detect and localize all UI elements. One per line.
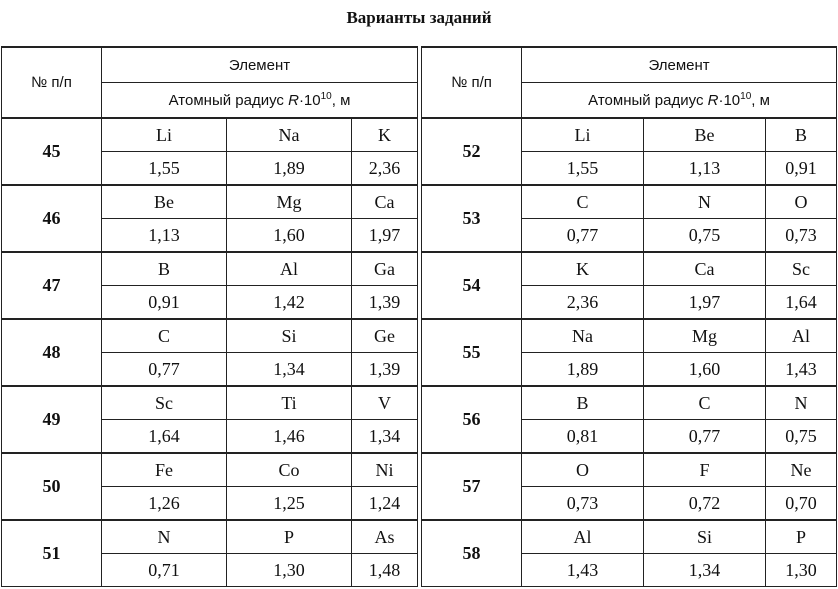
variant-number: 58: [422, 520, 522, 587]
element-symbol: P: [766, 520, 837, 554]
element-symbol: V: [352, 386, 418, 420]
variant-number: 45: [2, 118, 102, 185]
radius-value: 1,97: [644, 286, 766, 320]
element-symbol: N: [766, 386, 837, 420]
element-symbol: Si: [644, 520, 766, 554]
radius-value: 1,39: [352, 286, 418, 320]
radius-label: Атомный радиус: [588, 92, 704, 109]
variant-number: 49: [2, 386, 102, 453]
radius-value: 0,73: [522, 487, 644, 521]
number-header-right: № п/п: [422, 47, 522, 118]
element-symbol: Ca: [644, 252, 766, 286]
radius-value: 0,72: [644, 487, 766, 521]
element-symbol: Mg: [227, 185, 352, 219]
element-symbol: Ga: [352, 252, 418, 286]
variant-number: 55: [422, 319, 522, 386]
variant-number: 50: [2, 453, 102, 520]
variant-row-elements: [2, 453, 837, 487]
element-symbol: Li: [522, 118, 644, 152]
radius-value: 1,30: [766, 554, 837, 587]
radius-value: 1,55: [522, 152, 644, 186]
element-symbol: K: [352, 118, 418, 152]
radius-value: 1,60: [227, 219, 352, 253]
element-symbol: Co: [227, 453, 352, 487]
radius-unit: , м: [331, 92, 351, 109]
radius-value: 0,81: [522, 420, 644, 454]
element-symbol: Ca: [352, 185, 418, 219]
radius-exponent: 10: [740, 91, 752, 102]
variant-number: 52: [422, 118, 522, 185]
element-symbol: Sc: [102, 386, 227, 420]
radius-value: 1,97: [352, 219, 418, 253]
element-symbol: Al: [766, 319, 837, 353]
radius-variable: R: [707, 92, 719, 109]
variant-row-elements: [2, 319, 837, 353]
radius-value: 0,75: [766, 420, 837, 454]
radius-multiplier: ·10: [718, 92, 741, 109]
element-symbol: K: [522, 252, 644, 286]
element-symbol: B: [522, 386, 644, 420]
element-symbol: O: [522, 453, 644, 487]
radius-value: 1,55: [102, 152, 227, 186]
radius-value: 1,89: [522, 353, 644, 387]
radius-header-right: [522, 83, 837, 119]
radius-value: 2,36: [522, 286, 644, 320]
element-symbol: C: [644, 386, 766, 420]
radius-multiplier: ·10: [298, 92, 321, 109]
variant-number: 56: [422, 386, 522, 453]
element-symbol: B: [102, 252, 227, 286]
radius-value: 1,13: [102, 219, 227, 253]
element-symbol: Al: [522, 520, 644, 554]
element-header-left: Элемент: [102, 47, 418, 83]
radius-value: 0,70: [766, 487, 837, 521]
radius-exponent: 10: [320, 91, 332, 102]
header-row-element: [2, 47, 837, 83]
radius-value: 0,77: [644, 420, 766, 454]
variant-row-elements: [2, 252, 837, 286]
element-symbol: B: [766, 118, 837, 152]
radius-label: Атомный радиус: [168, 92, 284, 109]
variant-number: 51: [2, 520, 102, 587]
radius-value: 0,71: [102, 554, 227, 587]
radius-value: 0,91: [766, 152, 837, 186]
radius-variable: R: [288, 92, 299, 109]
element-symbol: Al: [227, 252, 352, 286]
variant-number: 46: [2, 185, 102, 252]
element-symbol: Si: [227, 319, 352, 353]
variant-number: 48: [2, 319, 102, 386]
radius-value: 1,34: [227, 353, 352, 387]
radius-value: 1,39: [352, 353, 418, 387]
element-symbol: Li: [102, 118, 227, 152]
element-symbol: Ti: [227, 386, 352, 420]
radius-value: 1,60: [644, 353, 766, 387]
radius-value: 0,91: [102, 286, 227, 320]
variant-number: 53: [422, 185, 522, 252]
variant-row-elements: [2, 520, 837, 554]
radius-value: 1,34: [352, 420, 418, 454]
page-title: Варианты заданий: [346, 8, 492, 27]
radius-value: 1,24: [352, 487, 418, 521]
element-symbol: P: [227, 520, 352, 554]
element-symbol: As: [352, 520, 418, 554]
element-symbol: Fe: [102, 453, 227, 487]
element-symbol: Be: [644, 118, 766, 152]
element-symbol: N: [644, 185, 766, 219]
element-symbol: N: [102, 520, 227, 554]
radius-value: 1,30: [227, 554, 352, 587]
radius-unit: , м: [751, 92, 770, 109]
radius-value: 1,64: [102, 420, 227, 454]
radius-value: 0,75: [644, 219, 766, 253]
element-symbol: Na: [227, 118, 352, 152]
radius-value: 0,77: [102, 353, 227, 387]
radius-value: 1,46: [227, 420, 352, 454]
number-header-left: № п/п: [2, 47, 102, 118]
radius-value: 2,36: [352, 152, 418, 186]
element-symbol: Na: [522, 319, 644, 353]
radius-value: 1,26: [102, 487, 227, 521]
radius-value: 1,64: [766, 286, 837, 320]
variant-row-elements: [2, 185, 837, 219]
variant-number: 57: [422, 453, 522, 520]
radius-value: 1,25: [227, 487, 352, 521]
radius-value: 1,42: [227, 286, 352, 320]
radius-value: 0,73: [766, 219, 837, 253]
variants-table: [1, 46, 837, 587]
element-symbol: Mg: [644, 319, 766, 353]
element-symbol: O: [766, 185, 837, 219]
radius-value: 0,77: [522, 219, 644, 253]
radius-value: 1,48: [352, 554, 418, 587]
element-symbol: C: [102, 319, 227, 353]
element-symbol: Be: [102, 185, 227, 219]
radius-value: 1,13: [644, 152, 766, 186]
radius-header-left: [102, 83, 418, 119]
radius-value: 1,89: [227, 152, 352, 186]
element-symbol: C: [522, 185, 644, 219]
variant-number: 54: [422, 252, 522, 319]
element-symbol: Ni: [352, 453, 418, 487]
radius-value: 1,43: [766, 353, 837, 387]
radius-value: 1,43: [522, 554, 644, 587]
element-symbol: Sc: [766, 252, 837, 286]
variant-number: 47: [2, 252, 102, 319]
element-symbol: Ge: [352, 319, 418, 353]
variant-row-elements: [2, 386, 837, 420]
radius-value: 1,34: [644, 554, 766, 587]
variant-row-elements: [2, 118, 837, 152]
element-symbol: F: [644, 453, 766, 487]
element-symbol: Ne: [766, 453, 837, 487]
element-header-right: Элемент: [522, 47, 837, 83]
